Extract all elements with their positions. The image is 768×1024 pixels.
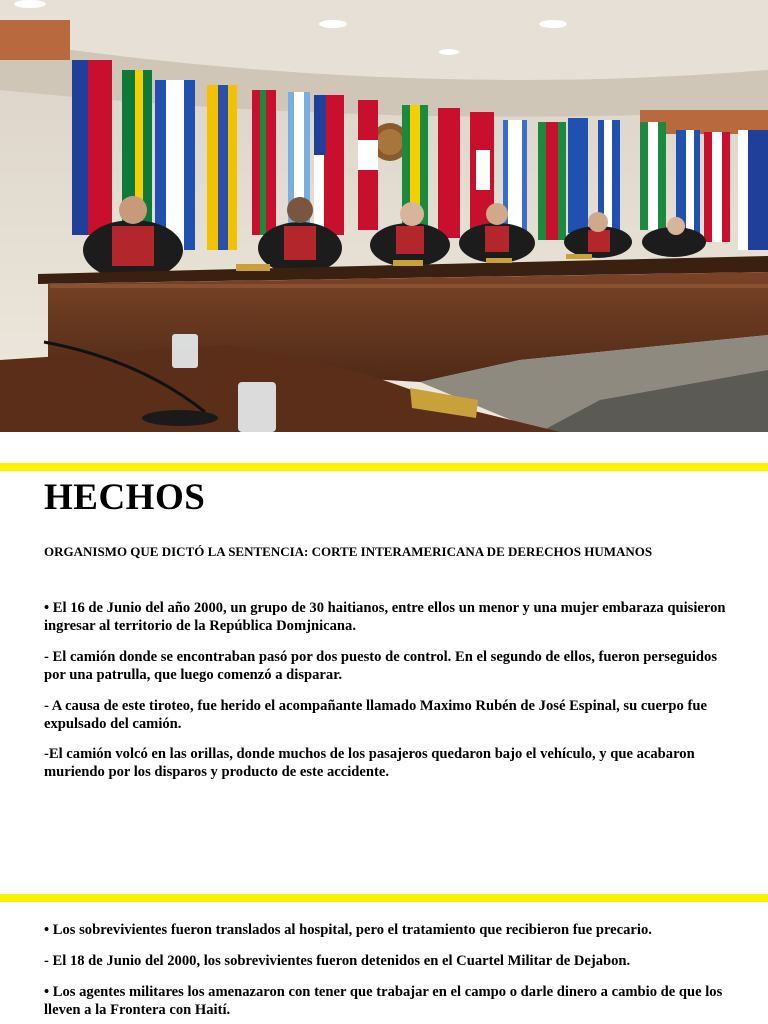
court-photo-illustration [0, 0, 768, 432]
fact-paragraph: • El 16 de Junio del año 2000, un grupo de 30 haitianos, entre ellos un menor y una mujer embaraza quisieron ingresar al territorio de la República Domjnicana. [44, 600, 726, 634]
issuing-body: ORGANISMO QUE DICTÓ LA SENTENCIA: CORTE INTERAMERICANA DE DERECHOS HUMANOS [44, 544, 653, 559]
accent-bar-top [0, 463, 768, 471]
fact-paragraph: - A causa de este tiroteo, fue herido el acompañante llamado Maximo Rubén de José Espinal, su cuerpo fue expulsado del camión. [44, 698, 707, 732]
court-photo [0, 0, 768, 432]
fact-paragraph: • Los sobrevivientes fueron translados al hospital, pero el tratamiento que recibieron fue precario. [44, 922, 652, 938]
fact-paragraph: - El 18 de Junio del 2000, los sobrevivientes fueron detenidos en el Cuartel Militar de Dejabon. [44, 953, 631, 969]
accent-bar-middle [0, 894, 768, 902]
fact-paragraph: -El camión volcó en las orillas, donde muchos de los pasajeros quedaron bajo el vehículo, y que acabaron muriendo por los disparos y producto de este accidente. [44, 746, 695, 780]
fact-paragraph: - El camión donde se encontraban pasó por dos puesto de control. En el segundo de ellos, fueron perseguidos por una patrulla, que luego comenzó a disparar. [44, 649, 718, 683]
fact-paragraph: • Los agentes militares los amenazaron con tener que trabajar en el campo o darle dinero a cambio de que los lleven a la Frontera con Haití. [44, 984, 723, 1018]
page-title: HECHOS [44, 477, 206, 518]
